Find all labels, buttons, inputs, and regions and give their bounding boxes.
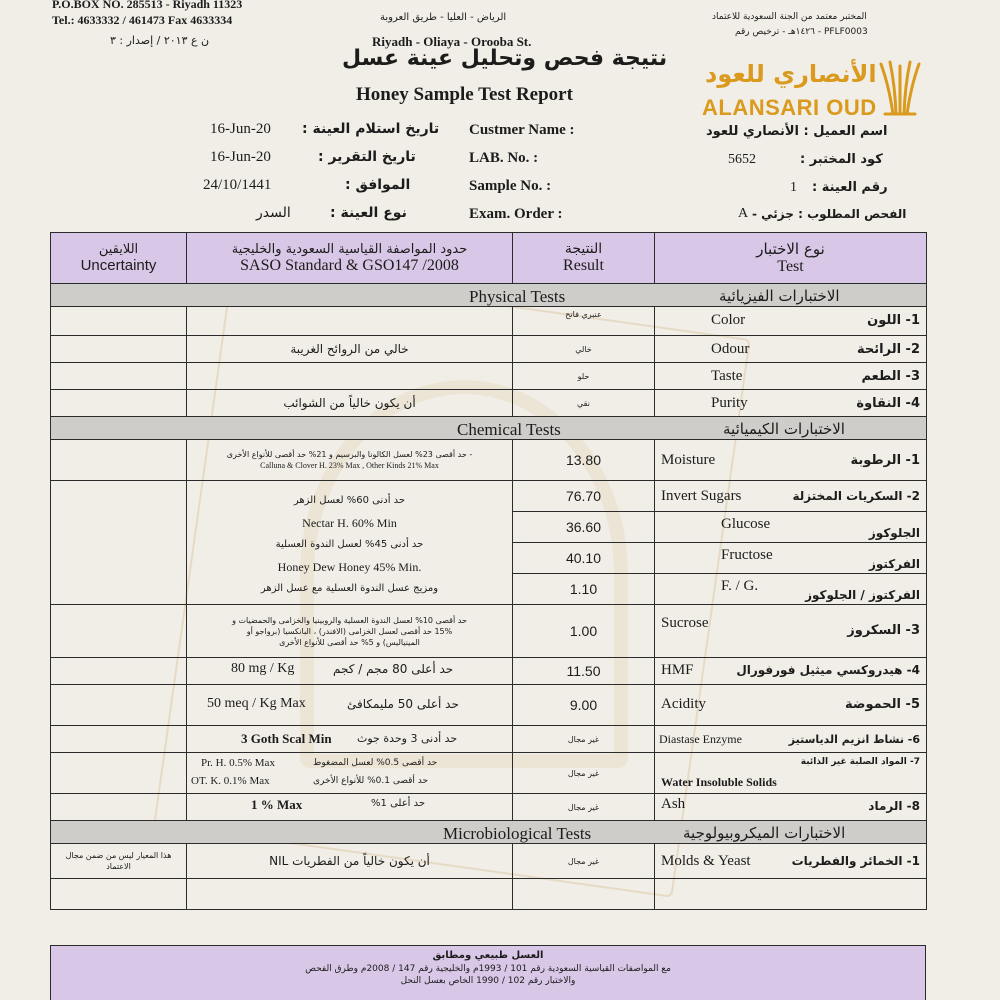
table-row xyxy=(51,879,927,910)
accreditation-line1: المختبر معتمد من الجنة السعودية للاعتماد xyxy=(712,12,867,22)
table-row: Pr. H. 0.5% Max حد أقصى 0.5% لعسل المضغوط OT. K. 0.1% Max حد أقصى 0.1% للأنواع الأخرى غير مجال 7- المواد الصلبة غير الذائبة Water Insoluble Solids xyxy=(51,753,927,794)
sample-type-label: نوع العينة : xyxy=(330,205,407,221)
table-row: 50 meq / Kg Max حد أعلى 50 مليمكافئ 9.00 Acidity 5- الحموضة xyxy=(51,685,927,726)
sample-no: 1 xyxy=(790,180,797,195)
results-table xyxy=(50,232,927,910)
table-row: 3 Goth Scal Min حد أدنى 3 وحدة جوث غير مجال Diastase Enzyme 6- نشاط انزيم الدياستيز xyxy=(51,726,927,753)
table-row: 80 mg / Kg حد أعلى 80 مجم / كجم 11.50 HMF 4- هيدروكسي ميثيل فورفورال xyxy=(51,658,927,685)
uncertainty-header: اللايقين Uncertainty xyxy=(51,233,187,284)
micro-title-ar: الاختبارات الميكروبيولوجية xyxy=(683,824,846,842)
chemical-title-ar: الاختبارات الكيميائية xyxy=(723,420,845,438)
standard-header: حدود المواصفة القياسية السعودية والخليجية SASO Standard & GSO147 /2008 xyxy=(187,233,513,284)
logo-text-en: ALANSARI OUD xyxy=(702,95,877,120)
conclusion-line-3: والاختبار رقم 102 / 1990 الخاص بعسل النحل xyxy=(400,976,576,986)
table-row: أن يكون خالياً من الشوائب نقي Purity 4- النقاوة xyxy=(51,390,927,417)
pobox-text: P.O.BOX NO. 285513 - Riyadh 11323 xyxy=(52,0,243,11)
report-title-en: Honey Sample Test Report xyxy=(356,84,573,105)
table-row: حد أدنى 60% لعسل الزهر Nectar H. 60% Min حد أدنى 45% لعسل الندوة العسلية Honey Dew Honey 45% Min. ومزيج عسل الندوة العسلية مع عسل الزهر 76.70 Invert Sugars 2- السكريات المختزلة xyxy=(51,481,927,512)
sample-label-en: Sample No. : xyxy=(469,178,552,194)
micro-title-en: Microbiological Tests xyxy=(443,824,592,843)
table-row: 36.60 Glucose الجلوكوز xyxy=(51,512,927,543)
lab-label-ar: كود المختبر : xyxy=(800,152,883,167)
exam-order: A xyxy=(738,206,749,221)
test-header: نوع الاختبار Test xyxy=(655,233,927,284)
report-date-label: تاريخ التقرير : xyxy=(318,149,416,165)
receive-date: 16-Jun-20 xyxy=(210,121,271,137)
table-row: 1.10 F. / G. الفركتوز / الجلوكوز xyxy=(51,574,927,605)
receive-date-label: تاريخ استلام العينة : xyxy=(302,121,440,137)
alansari-logo-icon xyxy=(873,56,927,120)
table-row: هذا المعيار ليس من ضمن مجال الاعتماد أن يكون خالياً من الفطريات NIL غير مجال Molds & Yeast 1- الخمائر والفطريات xyxy=(51,844,927,879)
chemical-title-en: Chemical Tests xyxy=(457,420,561,439)
report-title-ar: نتيجة فحص وتحليل عينة عسل xyxy=(342,46,668,71)
hijri-date: 24/10/1441 xyxy=(203,177,272,193)
table-row: 40.10 Fructose الفركتوز xyxy=(51,543,927,574)
conclusion-line-2: مع المواصفات القياسية السعودية رقم 101 / 1993م والخليجية رقم 147 / 2008م وطرق الفحص xyxy=(305,964,671,974)
address-ar: الرياض - العليا - طريق العروبة xyxy=(380,12,507,23)
table-header-row xyxy=(51,233,927,284)
exam-label-ar: الفحص المطلوب : جزئي - xyxy=(752,207,907,221)
table-row: عنبري فاتح Color 1- اللون xyxy=(51,307,927,336)
micro-section-row xyxy=(51,821,927,844)
chemical-section-row xyxy=(51,417,927,440)
accreditation-line2: PFLF0003 - ١٤٢٦هـ - ترخيص رقم xyxy=(735,27,868,37)
table-row: خالي من الروائح الغريبة خالي Odour 2- الرائحة xyxy=(51,336,927,363)
physical-title-ar: الاختبارات الفيزيائية xyxy=(719,287,840,305)
customer-label-ar: اسم العميل : الأنصاري للعود xyxy=(706,124,888,139)
hijri-date-label: الموافق : xyxy=(345,177,411,193)
physical-section-row xyxy=(51,284,927,307)
exam-label-en: Exam. Order : xyxy=(469,206,563,222)
lab-no: 5652 xyxy=(728,152,756,167)
conclusion-title: العسل طبيعي ومطابق xyxy=(432,950,544,961)
sample-type: السدر xyxy=(256,205,291,221)
report-date: 16-Jun-20 xyxy=(210,149,271,165)
table-row: 1 % Max حد أعلى 1% غير مجال Ash 8- الرماد xyxy=(51,794,927,821)
logo-text-ar: الأنصاري للعود xyxy=(705,60,877,88)
tel-text: Tel.: 4633332 / 461473 Fax 4633334 xyxy=(52,13,233,27)
table-row: حلو Taste 3- الطعم xyxy=(51,363,927,390)
physical-title-en: Physical Tests xyxy=(469,287,566,306)
address-en: Riyadh - Oliaya - Orooba St. xyxy=(372,34,532,49)
table-row: حد أقصى 10% لعسل الندوة العسلية والروبينيا والخزامى والحمضيات و 15% حد أقصى لعسل الخزامى (الافندر) ، البانكسيا (برواجو أو المينياليس) و 5% حد أقصى للأنواع الأخرى 1.00 Sucrose 3- السكروز xyxy=(51,605,927,658)
result-header: النتيجة Result xyxy=(513,233,655,284)
conclusion-box xyxy=(50,945,926,1000)
form-ref: ن ع ٢٠١٣ / إصدار : ٣ xyxy=(110,34,210,47)
customer-label-en: Custmer Name : xyxy=(469,122,575,138)
sample-label-ar: رقم العينة : xyxy=(812,180,888,195)
lab-label-en: LAB. No. : xyxy=(469,150,539,166)
table-row: - حد أقصى 23% لعسل الكالونا والبرسيم و 21% حد أقصى للأنواع الأخرى Calluna & Clover H. 23% Max , Other Kinds 21% Max 13.80 Moisture 1- الرطوبة xyxy=(51,440,927,481)
